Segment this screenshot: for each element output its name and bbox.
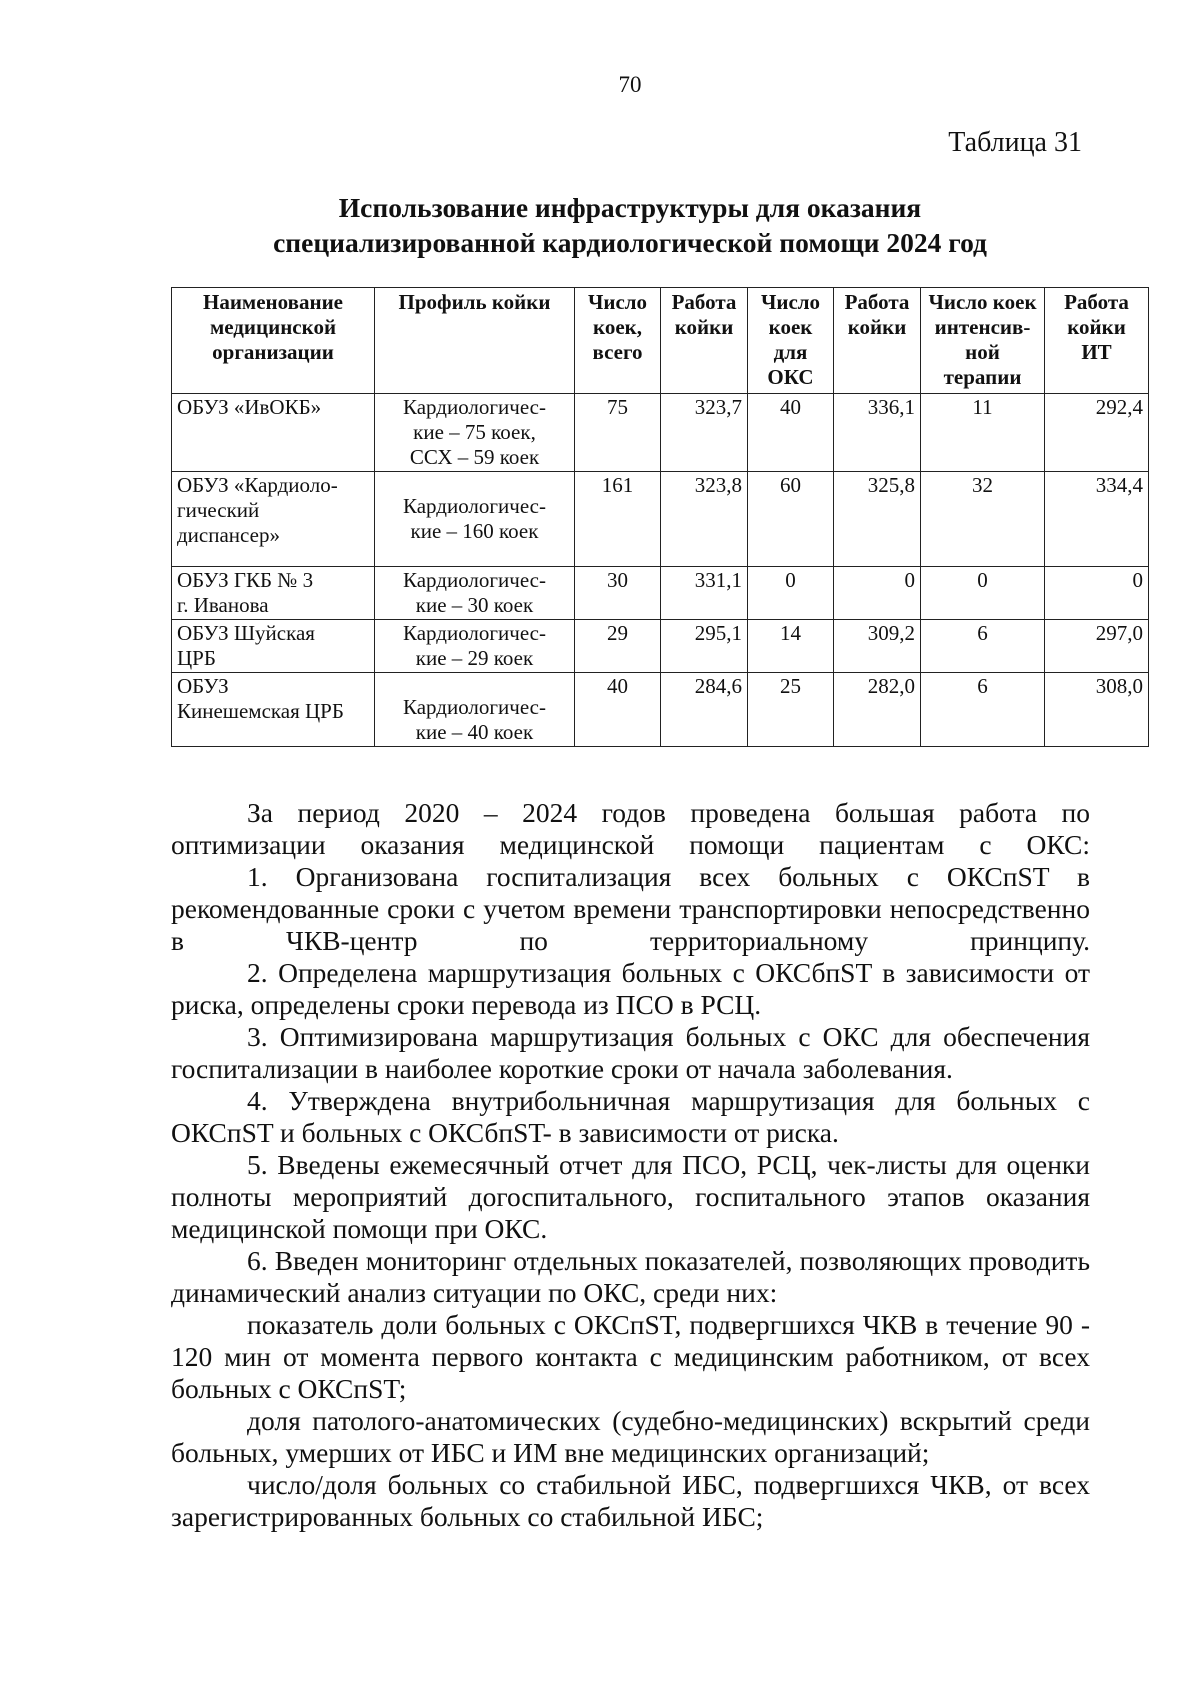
column-header-line: Число коек [928, 290, 1037, 314]
column-header-line: Число [760, 290, 821, 314]
bed-profile-line: Кардиологичес- [403, 621, 546, 645]
table-row [172, 472, 1149, 567]
paragraph-indicator-1: показатель доли больных с ОКСпST, подвергшихся ЧКВ в течение 90 - 120 мин от момента первого контакта с медицинским работником, от всех больных с ОКСпST; [171, 1309, 1090, 1404]
cell-oks-beds: 0 [748, 567, 834, 620]
column-header [921, 288, 1045, 394]
column-header-line: Работа [1064, 290, 1129, 314]
column-header-line: ной [965, 340, 1000, 364]
column-header-line: койки ИТ [1067, 315, 1126, 364]
cell-beds: 40 [575, 673, 661, 747]
organization-line: диспансер» [177, 523, 280, 547]
paragraph-intro: За период 2020 – 2024 годов проведена большая работа по оптимизации оказания медицинской помощи пациентам с ОКС: [171, 797, 1090, 860]
cell-beds: 75 [575, 394, 661, 472]
paragraph-indicator-2: доля патолого-анатомических (судебно-медицинских) вскрытий среди больных, умерших от ИБС и ИМ вне медицинских организаций; [171, 1405, 1090, 1468]
column-header [661, 288, 748, 394]
column-header [1045, 288, 1149, 394]
organization-line: ОБУЗ Шуйская [177, 621, 315, 645]
cell-bed-profile [375, 673, 575, 747]
cell-bed-profile [375, 567, 575, 620]
cell-it-bed-work: 308,0 [1045, 673, 1149, 747]
cell-bed-work: 331,1 [661, 567, 748, 620]
organization-line: ОБУЗ ГКБ № 3 [177, 568, 314, 592]
organization-line: ЦРБ [177, 646, 216, 670]
cell-organization [172, 673, 375, 747]
cell-bed-work: 295,1 [661, 620, 748, 673]
cell-organization [172, 620, 375, 673]
bed-profile-line: ССХ – 59 коек [409, 445, 540, 469]
column-header-line: организации [212, 340, 334, 364]
bed-profile-line: кие – 30 коек [415, 593, 534, 617]
cell-bed-profile [375, 472, 575, 567]
organization-line: ОБУЗ «ИвОКБ» [177, 395, 322, 419]
column-header-line: Наименование [203, 290, 343, 314]
column-header [375, 288, 575, 394]
cell-it-bed-work: 297,0 [1045, 620, 1149, 673]
cell-oks-bed-work: 0 [834, 567, 921, 620]
column-header [748, 288, 834, 394]
bed-profile-line: Кардиологичес- [403, 695, 546, 719]
cell-bed-work: 323,8 [661, 472, 748, 567]
table-row [172, 673, 1149, 747]
cell-oks-bed-work: 325,8 [834, 472, 921, 567]
cell-bed-work: 284,6 [661, 673, 748, 747]
infrastructure-table [171, 287, 1149, 747]
bed-profile-line: кие – 40 коек [415, 720, 534, 744]
cell-oks-bed-work: 309,2 [834, 620, 921, 673]
table-caption: Таблица 31 [948, 127, 1082, 158]
paragraph-item-4: 4. Утверждена внутрибольничная маршрутизация для больных с ОКСпST и больных с ОКСбпST- в зависимости от риска. [171, 1085, 1090, 1148]
organization-line: ОБУЗ «Кардиоло- [177, 473, 338, 497]
column-header-line: интенсив- [934, 315, 1031, 339]
cell-bed-profile [375, 620, 575, 673]
body-text [171, 797, 1090, 1533]
column-header-line: всего [592, 340, 643, 364]
cell-it-beds: 0 [921, 567, 1045, 620]
bed-profile-line: кие – 160 коек [410, 519, 539, 543]
cell-oks-bed-work: 336,1 [834, 394, 921, 472]
bed-profile-line: кие – 75 коек, [413, 420, 536, 444]
column-header [172, 288, 375, 394]
bed-profile-line: Кардиологичес- [403, 395, 546, 419]
organization-line: г. Иванова [177, 593, 269, 617]
column-header [575, 288, 661, 394]
organization-line: гический [177, 498, 260, 522]
bed-profile-line: кие – 29 коек [415, 646, 534, 670]
table-row [172, 394, 1149, 472]
cell-it-beds: 11 [921, 394, 1045, 472]
column-header-line: койки [847, 315, 907, 339]
table-row [172, 567, 1149, 620]
paragraph-item-1: 1. Организована госпитализация всех больных с ОКСпST в рекомендованные сроки с учетом времени транспортировки непосредственно в ЧКВ-центр по территориальному принципу. [171, 861, 1090, 956]
organization-line: Кинешемская ЦРБ [177, 699, 344, 723]
column-header-line: терапии [943, 365, 1022, 389]
cell-it-bed-work: 0 [1045, 567, 1149, 620]
cell-it-beds: 6 [921, 620, 1045, 673]
paragraph-item-6: 6. Введен мониторинг отдельных показателей, позволяющих проводить динамический анализ ситуации по ОКС, среди них: [171, 1245, 1090, 1308]
column-header-line: Число [587, 290, 648, 314]
table-body [172, 394, 1149, 747]
cell-it-bed-work: 292,4 [1045, 394, 1149, 472]
cell-organization [172, 567, 375, 620]
cell-oks-beds: 14 [748, 620, 834, 673]
organization-line: ОБУЗ [177, 674, 229, 698]
page-number: 70 [618, 72, 642, 97]
cell-it-bed-work: 334,4 [1045, 472, 1149, 567]
cell-beds: 29 [575, 620, 661, 673]
cell-bed-profile [375, 394, 575, 472]
paragraph-item-3: 3. Оптимизирована маршрутизация больных с ОКС для обеспечения госпитализации в наиболее короткие сроки от начала заболевания. [171, 1021, 1090, 1084]
cell-oks-bed-work: 282,0 [834, 673, 921, 747]
cell-oks-beds: 60 [748, 472, 834, 567]
column-header-line: Работа [671, 290, 737, 314]
cell-organization [172, 394, 375, 472]
bed-profile-line: Кардиологичес- [403, 494, 546, 518]
table-header [172, 288, 1149, 394]
title-line: специализированной кардиологической помощи 2024 год [273, 227, 987, 258]
cell-oks-beds: 40 [748, 394, 834, 472]
bed-profile-line: Кардиологичес- [403, 568, 546, 592]
column-header-line: медицинской [209, 315, 337, 339]
column-header-line: коек, [593, 315, 642, 339]
column-header [834, 288, 921, 394]
column-header-line: койки [674, 315, 734, 339]
title-line: Использование инфраструктуры для оказания [338, 192, 922, 223]
table-row [172, 620, 1149, 673]
cell-beds: 30 [575, 567, 661, 620]
paragraph-item-2: 2. Определена маршрутизация больных с ОКСбпST в зависимости от риска, определены сроки перевода из ПСО в РСЦ. [171, 957, 1090, 1020]
column-header-line: ОКС [767, 365, 814, 389]
paragraph-item-5: 5. Введены ежемесячный отчет для ПСО, РСЦ, чек-листы для оценки полноты мероприятий догоспитального, госпитального этапов оказания медицинской помощи при ОКС. [171, 1149, 1090, 1244]
column-header-line: для [773, 340, 808, 364]
cell-it-beds: 6 [921, 673, 1045, 747]
document-title [170, 190, 1090, 260]
column-header-line: коек [768, 315, 813, 339]
paragraph-indicator-3: число/доля больных со стабильной ИБС, подвергшихся ЧКВ, от всех зарегистрированных больных со стабильной ИБС; [171, 1469, 1090, 1532]
cell-oks-beds: 25 [748, 673, 834, 747]
cell-organization [172, 472, 375, 567]
column-header-line: Работа [844, 290, 910, 314]
cell-it-beds: 32 [921, 472, 1045, 567]
header-row [172, 288, 1149, 394]
cell-beds: 161 [575, 472, 661, 567]
column-header-line: Профиль койки [398, 290, 551, 314]
cell-bed-work: 323,7 [661, 394, 748, 472]
